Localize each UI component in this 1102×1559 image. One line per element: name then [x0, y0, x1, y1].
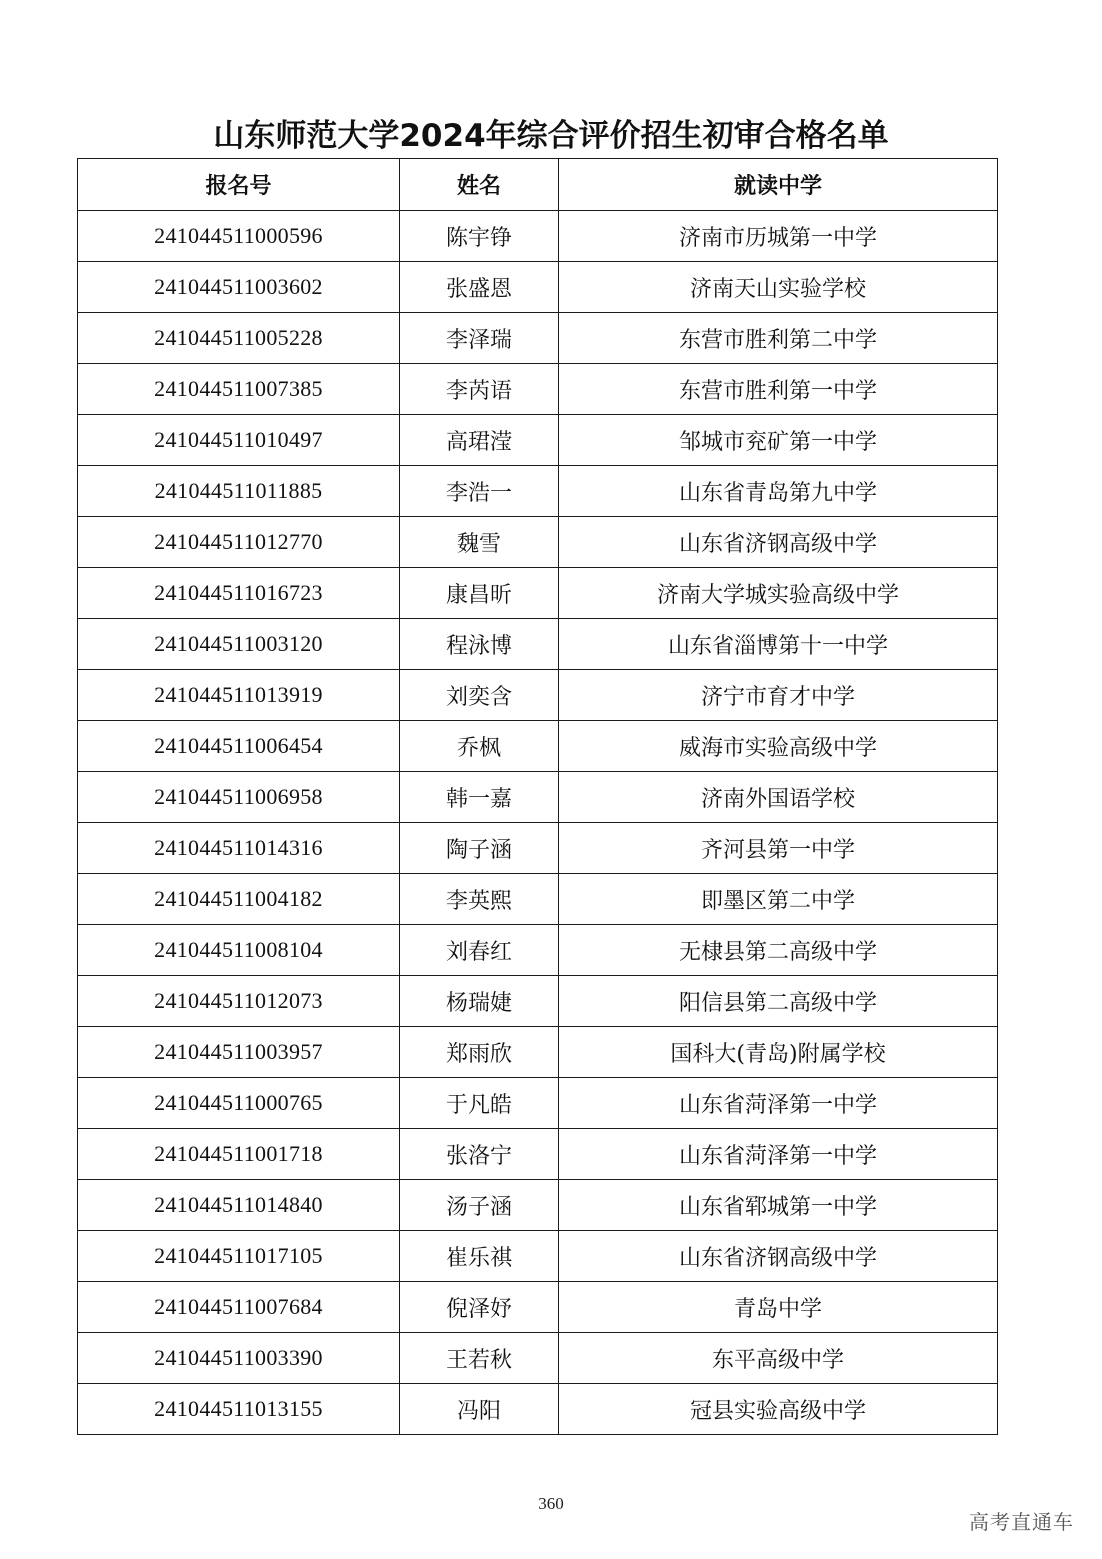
- table-row: [78, 313, 998, 364]
- registration-number-cell: 241044511004182: [78, 874, 400, 925]
- registration-number-cell: 241044511010497: [78, 415, 400, 466]
- school-cell: 邹城市兖矿第一中学: [559, 415, 998, 466]
- table-row: [78, 1384, 998, 1435]
- watermark-text: 高考直通车: [969, 1510, 1074, 1534]
- registration-number-cell: 241044511003120: [78, 619, 400, 670]
- school-cell: 即墨区第二中学: [559, 874, 998, 925]
- registration-number-cell: 241044511003602: [78, 262, 400, 313]
- admission-list-table: [77, 158, 998, 1435]
- school-cell: 济南天山实验学校: [559, 262, 998, 313]
- table-row: [78, 1231, 998, 1282]
- table-row: [78, 415, 998, 466]
- school-cell: 山东省济钢高级中学: [559, 1231, 998, 1282]
- table-row: [78, 619, 998, 670]
- table-row: [78, 466, 998, 517]
- student-name-cell: 李泽瑞: [400, 313, 559, 364]
- table-row: [78, 1129, 998, 1180]
- registration-number-cell: 241044511008104: [78, 925, 400, 976]
- school-cell: 齐河县第一中学: [559, 823, 998, 874]
- student-name-cell: 魏雪: [400, 517, 559, 568]
- student-name-cell: 程泳博: [400, 619, 559, 670]
- school-cell: 威海市实验高级中学: [559, 721, 998, 772]
- registration-number-cell: 241044511000596: [78, 211, 400, 262]
- student-name-cell: 于凡皓: [400, 1078, 559, 1129]
- student-name-cell: 康昌昕: [400, 568, 559, 619]
- registration-number-cell: 241044511001718: [78, 1129, 400, 1180]
- student-name-cell: 杨瑞婕: [400, 976, 559, 1027]
- student-name-cell: 韩一嘉: [400, 772, 559, 823]
- document-title: 山东师范大学2024年综合评价招生初审合格名单: [213, 118, 889, 154]
- registration-number-cell: 241044511011885: [78, 466, 400, 517]
- table-row: [78, 364, 998, 415]
- registration-number-cell: 241044511012770: [78, 517, 400, 568]
- school-cell: 东营市胜利第二中学: [559, 313, 998, 364]
- student-name-cell: 汤子涵: [400, 1180, 559, 1231]
- school-cell: 济南市历城第一中学: [559, 211, 998, 262]
- table-row: [78, 976, 998, 1027]
- school-cell: 无棣县第二高级中学: [559, 925, 998, 976]
- table-row: [78, 823, 998, 874]
- school-cell: 国科大(青岛)附属学校: [559, 1027, 998, 1078]
- student-name-cell: 倪泽妤: [400, 1282, 559, 1333]
- table-row: [78, 1333, 998, 1384]
- school-cell: 山东省济钢高级中学: [559, 517, 998, 568]
- registration-number-cell: 241044511014316: [78, 823, 400, 874]
- student-name-cell: 高珺滢: [400, 415, 559, 466]
- student-name-cell: 张盛恩: [400, 262, 559, 313]
- table-row: [78, 1027, 998, 1078]
- registration-number-cell: 241044511005228: [78, 313, 400, 364]
- table-row: [78, 874, 998, 925]
- student-name-cell: 张洛宁: [400, 1129, 559, 1180]
- registration-number-cell: 241044511017105: [78, 1231, 400, 1282]
- registration-number-cell: 241044511003390: [78, 1333, 400, 1384]
- table-row: [78, 262, 998, 313]
- school-cell: 济宁市育才中学: [559, 670, 998, 721]
- header-registration-number: 报名号: [78, 159, 400, 211]
- school-cell: 山东省菏泽第一中学: [559, 1078, 998, 1129]
- table-row: [78, 1078, 998, 1129]
- table-row: [78, 1180, 998, 1231]
- registration-number-cell: 241044511007684: [78, 1282, 400, 1333]
- registration-number-cell: 241044511014840: [78, 1180, 400, 1231]
- table-row: [78, 925, 998, 976]
- student-name-cell: 李浩一: [400, 466, 559, 517]
- student-name-cell: 李英熙: [400, 874, 559, 925]
- registration-number-cell: 241044511003957: [78, 1027, 400, 1078]
- school-cell: 东营市胜利第一中学: [559, 364, 998, 415]
- school-cell: 阳信县第二高级中学: [559, 976, 998, 1027]
- header-name: 姓名: [400, 159, 559, 211]
- registration-number-cell: 241044511000765: [78, 1078, 400, 1129]
- student-name-cell: 郑雨欣: [400, 1027, 559, 1078]
- school-cell: 山东省郓城第一中学: [559, 1180, 998, 1231]
- student-name-cell: 刘春红: [400, 925, 559, 976]
- header-school: 就读中学: [559, 159, 998, 211]
- registration-number-cell: 241044511006958: [78, 772, 400, 823]
- registration-number-cell: 241044511007385: [78, 364, 400, 415]
- school-cell: 济南外国语学校: [559, 772, 998, 823]
- table-row: [78, 772, 998, 823]
- table-row: [78, 211, 998, 262]
- registration-number-cell: 241044511016723: [78, 568, 400, 619]
- school-cell: 东平高级中学: [559, 1333, 998, 1384]
- school-cell: 济南大学城实验高级中学: [559, 568, 998, 619]
- student-name-cell: 王若秋: [400, 1333, 559, 1384]
- school-cell: 山东省菏泽第一中学: [559, 1129, 998, 1180]
- student-name-cell: 李芮语: [400, 364, 559, 415]
- student-name-cell: 陶子涵: [400, 823, 559, 874]
- table-header-row: [78, 159, 998, 211]
- table-row: [78, 721, 998, 772]
- student-name-cell: 陈宇铮: [400, 211, 559, 262]
- table-row: [78, 568, 998, 619]
- registration-number-cell: 241044511006454: [78, 721, 400, 772]
- school-cell: 冠县实验高级中学: [559, 1384, 998, 1435]
- registration-number-cell: 241044511013155: [78, 1384, 400, 1435]
- table-row: [78, 517, 998, 568]
- school-cell: 山东省青岛第九中学: [559, 466, 998, 517]
- page-number: 360: [538, 1494, 564, 1513]
- table-row: [78, 670, 998, 721]
- registration-number-cell: 241044511012073: [78, 976, 400, 1027]
- student-name-cell: 冯阳: [400, 1384, 559, 1435]
- student-name-cell: 刘奕含: [400, 670, 559, 721]
- registration-number-cell: 241044511013919: [78, 670, 400, 721]
- table-row: [78, 1282, 998, 1333]
- school-cell: 山东省淄博第十一中学: [559, 619, 998, 670]
- student-name-cell: 崔乐祺: [400, 1231, 559, 1282]
- school-cell: 青岛中学: [559, 1282, 998, 1333]
- student-name-cell: 乔枫: [400, 721, 559, 772]
